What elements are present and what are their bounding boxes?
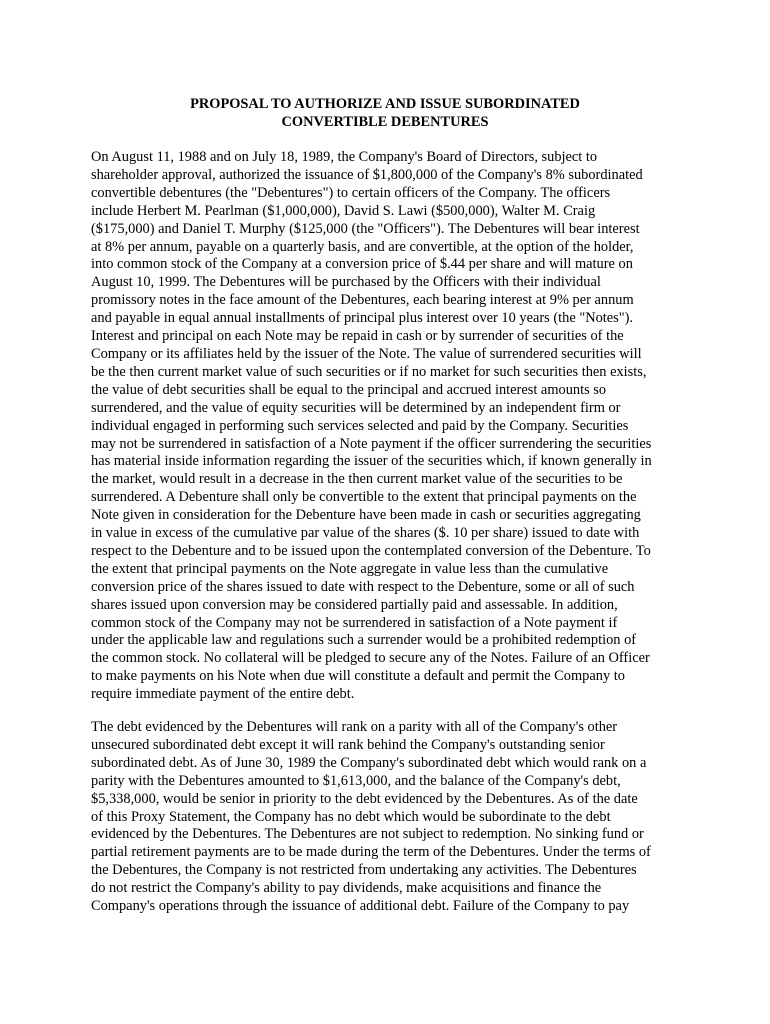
paragraph-line: evidenced by the Debentures. The Debentures are not subject to redemption. No sinking fund or [91,826,644,843]
paragraph-line: parity with the Debentures amounted to $1,613,000, and the balance of the Company's debt, [91,772,621,789]
title-line: PROPOSAL TO AUTHORIZE AND ISSUE SUBORDINATED [190,96,580,112]
paragraph-line: Company's operations through the issuance of additional debt. Failure of the Company to pay [91,898,630,915]
paragraph-line: do not restrict the Company's ability to pay dividends, make acquisitions and finance the [91,880,602,897]
paragraph-line: promissory notes in the face amount of the Debentures, each bearing interest at 9% per annum [91,292,634,309]
paragraph-line: August 10, 1999. The Debentures will be purchased by the Officers with their individual [91,274,601,291]
paragraph-line: The debt evidenced by the Debentures will rank on a parity with all of the Company's other [91,719,618,735]
paragraph-line: at 8% per annum, payable on a quarterly basis, and are convertible, at the option of the holder, [91,238,634,255]
paragraph-line: partial retirement payments are to be made during the term of the Debentures. Under the terms of [91,844,651,861]
paragraph-line: to make payments on his Note when due will constitute a default and permit the Company to [91,668,625,685]
document-title [0,95,770,131]
paragraph-line: shareholder approval, authorized the issuance of $1,800,000 of the Company's 8% subordinated [91,166,643,183]
paragraph-line: surrendered. A Debenture shall only be convertible to the extent that principal payments on the [91,489,637,506]
paragraph-line: Interest and principal on each Note may be repaid in cash or by surrender of securities of the [91,328,624,345]
paragraph-line: in value in excess of the cumulative par value of the shares ($. 10 per share) issued to date with [91,525,640,542]
paragraph-debt-ranking [91,719,691,916]
paragraph-line: convertible debentures (the "Debentures") to certain officers of the Company. The officers [91,184,611,201]
paragraph-line: common stock of the Company may not be surrendered in satisfaction of a Note payment if [91,614,618,631]
paragraph-line: ($175,000) and Daniel T. Murphy ($125,000 (the "Officers"). The Debentures will bear interest [91,220,640,237]
paragraph-debenture-terms [91,149,691,704]
paragraph-line: may not be surrendered in satisfaction of a Note payment if the officer surrendering the securities [91,435,652,452]
paragraph-line: unsecured subordinated debt except it will rank behind the Company's outstanding senior [91,736,605,753]
paragraph-line: shares issued upon conversion may be considered partially paid and assessable. In addition, [91,596,618,613]
title-line: CONVERTIBLE DEBENTURES [281,114,489,130]
paragraph-line: On August 11, 1988 and on July 18, 1989, the Company's Board of Directors, subject to [91,149,598,165]
paragraph-line: subordinated debt. As of June 30, 1989 the Company's subordinated debt which would rank on a [91,754,647,771]
paragraph-line: the market, would result in a decrease in the then current market value of the securities to be [91,471,623,488]
paragraph-line: into common stock of the Company at a conversion price of $.44 per share and will mature on [91,256,633,273]
paragraph-line: $5,338,000, would be senior in priority to the debt evidenced by the Debentures. As of the date [91,790,638,807]
paragraph-line: the extent that principal payments on the Note aggregate in value less than the cumulative [91,560,609,577]
paragraph-line: Company or its affiliates held by the issuer of the Note. The value of surrendered securities will [91,345,642,362]
paragraph-line: include Herbert M. Pearlman ($1,000,000), David S. Lawi ($500,000), Walter M. Craig [91,202,596,219]
paragraph-line: Note given in consideration for the Debenture have been made in cash or securities aggregating [91,507,641,524]
paragraph-line: the Debentures, the Company is not restricted from undertaking any activities. The Debentures [91,862,637,879]
paragraph-line: the common stock. No collateral will be pledged to secure any of the Notes. Failure of an Officer [91,650,650,667]
paragraph-line: the value of debt securities shall be equal to the principal and accrued interest amounts so [91,381,607,398]
paragraph-line: has material inside information regarding the issuer of the securities which, if known generally in [91,453,652,470]
paragraph-line: of this Proxy Statement, the Company has no debt which would be subordinate to the debt [91,808,611,825]
paragraph-line: conversion price of the shares issued to date with respect to the Debenture, some or all of such [91,578,635,595]
paragraph-line: be the then current market value of such securities or if no market for such securities then exists, [91,363,647,380]
paragraph-line: and payable in equal annual installments of principal plus interest over 10 years (the "Notes"). [91,310,634,327]
paragraph-line: under the applicable law and regulations such a surrender would be a prohibited redemption of [91,632,637,649]
paragraph-line: individual engaged in performing such services selected and paid by the Company. Securities [91,417,629,434]
paragraph-line: surrendered, and the value of equity securities will be determined by an independent firm or [91,399,621,416]
paragraph-line: respect to the Debenture and to be issued upon the contemplated conversion of the Debenture. To [91,542,651,559]
paragraph-line: require immediate payment of the entire debt. [91,686,355,703]
